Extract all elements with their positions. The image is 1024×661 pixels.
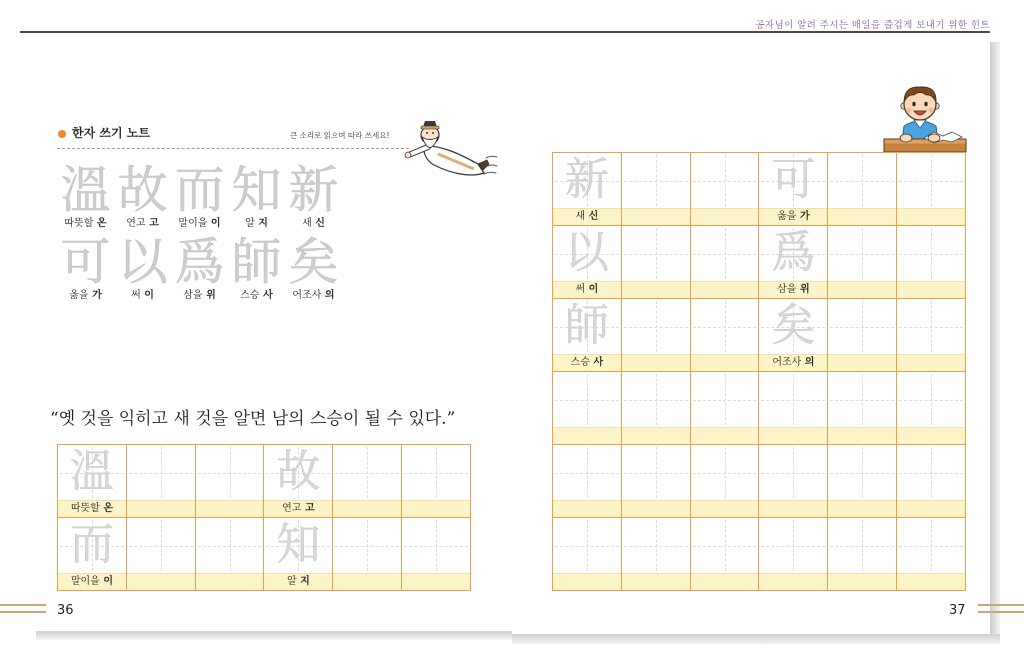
practice-cell — [691, 299, 760, 372]
practice-row — [553, 518, 966, 591]
reading-label-band — [828, 427, 896, 444]
reading-label-band — [402, 500, 470, 517]
phrase-char — [114, 235, 171, 307]
reading-meaning: 써 — [575, 284, 586, 295]
phrase-block — [57, 163, 342, 307]
phrase-char — [171, 163, 228, 235]
reading-sound: 이 — [144, 290, 154, 301]
phrase-char — [228, 163, 285, 235]
reading-label-band — [691, 281, 759, 298]
reading-sound: 온 — [96, 218, 107, 229]
phrase-hanja: 知 — [231, 161, 282, 219]
reading-meaning: 옳을 — [69, 290, 89, 301]
phrase-reading — [114, 217, 171, 231]
writing-area — [264, 518, 332, 573]
reading-sound: 온 — [103, 503, 113, 514]
reading-label-band — [127, 573, 195, 590]
reading-sound: 사 — [263, 290, 273, 301]
trace-hanja: 師 — [564, 300, 609, 351]
reading-label-band — [759, 281, 827, 298]
practice-cell — [828, 445, 897, 518]
reading-sound: 가 — [92, 290, 102, 301]
sage-head — [421, 121, 439, 148]
writing-area — [691, 372, 759, 427]
reading-label-band — [759, 208, 827, 225]
writing-area — [897, 299, 965, 354]
reading-label-band — [553, 573, 621, 590]
practice-cell — [897, 299, 966, 372]
phrase-reading — [228, 217, 285, 231]
reading-meaning: 말이을 — [70, 576, 100, 587]
reading-label-band — [333, 573, 401, 590]
writing-area — [828, 153, 896, 208]
reading-label-band — [828, 500, 896, 517]
practice-cell — [58, 445, 127, 518]
boy-head — [901, 87, 939, 120]
reading-label-band — [264, 573, 332, 590]
writing-area — [402, 518, 470, 573]
practice-row — [553, 153, 966, 226]
reading-meaning: 따뜻할 — [64, 218, 94, 229]
practice-row — [553, 445, 966, 518]
reading-label-band — [127, 500, 195, 517]
practice-grid-right — [552, 152, 966, 591]
writing-area — [622, 299, 690, 354]
trace-hanja: 可 — [771, 154, 816, 205]
writing-area — [691, 518, 759, 573]
writing-area — [196, 518, 264, 573]
phrase-reading — [285, 289, 342, 303]
reading-meaning: 어조사 — [292, 290, 322, 301]
reading-label-band — [691, 208, 759, 225]
reading-label-band — [828, 208, 896, 225]
practice-cell — [691, 372, 760, 445]
writing-area — [759, 299, 827, 354]
reading-label-band — [622, 573, 690, 590]
writing-area — [828, 299, 896, 354]
reading-meaning: 스승 — [240, 290, 260, 301]
reading-meaning: 알 — [286, 576, 297, 587]
page-number-ornament — [978, 604, 1024, 606]
title-divider — [57, 148, 409, 149]
page-number-ornament — [0, 611, 46, 613]
practice-cell — [622, 153, 691, 226]
phrase-reading — [57, 289, 114, 303]
writing-area — [759, 372, 827, 427]
page-number: 37 — [949, 603, 966, 618]
practice-cell — [127, 518, 196, 591]
writing-area — [622, 153, 690, 208]
phrase-row — [57, 235, 342, 307]
page-number: 36 — [57, 603, 74, 618]
reading-label-band — [196, 573, 264, 590]
writing-area — [828, 226, 896, 281]
phrase-char — [57, 235, 114, 307]
writing-area — [759, 445, 827, 500]
writing-area — [553, 372, 621, 427]
writing-area — [553, 226, 621, 281]
practice-cell — [828, 299, 897, 372]
practice-row — [553, 226, 966, 299]
running-title: 공자님이 알려 주시는 매일을 즐겁게 보내기 위한 힌트 — [755, 20, 990, 31]
practice-cell — [691, 226, 760, 299]
practice-cell — [759, 445, 828, 518]
writing-area — [828, 372, 896, 427]
confucius-illustration — [400, 116, 500, 190]
read-aloud-note: 큰 소리로 읽으며 따라 쓰세요! — [290, 131, 390, 140]
reading-label-band — [691, 354, 759, 371]
reading-label-band — [553, 208, 621, 225]
writing-area — [553, 153, 621, 208]
reading-sound: 고 — [149, 218, 159, 229]
practice-cell — [897, 445, 966, 518]
phrase-row — [57, 163, 342, 235]
practice-cell — [402, 445, 471, 518]
writing-area — [897, 153, 965, 208]
writing-area — [897, 445, 965, 500]
practice-cell — [264, 445, 333, 518]
writing-area — [897, 226, 965, 281]
practice-cell — [759, 153, 828, 226]
writing-area — [333, 445, 401, 500]
reading-label-band — [828, 281, 896, 298]
reading-sound: 이 — [103, 576, 113, 587]
reading-sound: 의 — [324, 290, 335, 301]
practice-cell — [333, 445, 402, 518]
practice-cell — [622, 518, 691, 591]
practice-cell — [828, 226, 897, 299]
practice-cell — [622, 445, 691, 518]
reading-label-band — [553, 500, 621, 517]
quote: “옛 것을 익히고 새 것을 알면 남의 스승이 될 수 있다.” — [50, 409, 456, 429]
page-number-ornament — [0, 604, 46, 606]
reading-label-band — [897, 281, 965, 298]
right-page — [512, 0, 1024, 661]
phrase-hanja: 新 — [288, 161, 339, 219]
practice-row — [553, 299, 966, 372]
writing-area — [333, 518, 401, 573]
reading-label-band — [897, 354, 965, 371]
reading-label-band — [402, 573, 470, 590]
writing-area — [553, 518, 621, 573]
page-number-ornament — [978, 611, 1024, 613]
reading-sound: 사 — [593, 357, 604, 368]
reading-meaning: 알 — [245, 218, 255, 229]
writing-area — [622, 518, 690, 573]
phrase-hanja: 以 — [117, 233, 168, 291]
trace-hanja: 新 — [564, 154, 609, 205]
practice-cell — [264, 518, 333, 591]
practice-cell — [897, 226, 966, 299]
reading-label-band — [759, 500, 827, 517]
reading-label-band — [264, 500, 332, 517]
reading-meaning: 어조사 — [772, 357, 802, 368]
writing-area — [553, 299, 621, 354]
boy-at-desk-illustration — [882, 82, 968, 154]
practice-cell — [691, 153, 760, 226]
reading-label-band — [828, 573, 896, 590]
practice-cell — [58, 518, 127, 591]
practice-cell — [622, 372, 691, 445]
writing-area — [622, 226, 690, 281]
practice-cell — [691, 445, 760, 518]
reading-meaning: 연고 — [126, 218, 146, 229]
practice-cell — [828, 518, 897, 591]
writing-area — [828, 518, 896, 573]
reading-sound: 지 — [258, 218, 268, 229]
reading-label-band — [622, 208, 690, 225]
practice-cell — [622, 299, 691, 372]
writing-area — [402, 445, 470, 500]
reading-label-band — [553, 427, 621, 444]
reading-label-band — [58, 500, 126, 517]
phrase-hanja: 可 — [60, 233, 111, 291]
reading-label-band — [553, 354, 621, 371]
robe — [424, 146, 489, 175]
trace-hanja: 溫 — [69, 446, 114, 497]
phrase-reading — [285, 217, 342, 231]
writing-area — [127, 445, 195, 500]
reading-sound: 위 — [799, 284, 810, 295]
reading-sound: 이 — [588, 284, 599, 295]
reading-label-band — [828, 354, 896, 371]
practice-cell — [759, 226, 828, 299]
practice-row — [58, 518, 471, 591]
reading-label-band — [553, 281, 621, 298]
reading-label-band — [622, 427, 690, 444]
practice-row — [58, 445, 471, 518]
reading-meaning: 말이을 — [178, 218, 208, 229]
reading-sound: 신 — [315, 218, 325, 229]
phrase-hanja: 爲 — [174, 233, 225, 291]
practice-cell — [759, 518, 828, 591]
writing-area — [828, 445, 896, 500]
reading-label-band — [622, 354, 690, 371]
writing-area — [58, 518, 126, 573]
phrase-char — [285, 235, 342, 307]
writing-area — [196, 445, 264, 500]
trace-hanja: 以 — [564, 227, 609, 278]
reading-sound: 의 — [804, 357, 815, 368]
reading-label-band — [691, 573, 759, 590]
reading-sound: 이 — [210, 218, 221, 229]
writing-area — [553, 445, 621, 500]
writing-area — [622, 372, 690, 427]
phrase-reading — [171, 289, 228, 303]
reading-label-band — [759, 573, 827, 590]
phrase-char — [114, 163, 171, 235]
reading-label-band — [759, 427, 827, 444]
writing-area — [691, 153, 759, 208]
phrase-char — [171, 235, 228, 307]
reading-meaning: 삼을 — [183, 290, 203, 301]
practice-cell — [897, 153, 966, 226]
reading-label-band — [196, 500, 264, 517]
practice-cell — [622, 226, 691, 299]
practice-cell — [553, 372, 622, 445]
phrase-hanja: 矣 — [288, 233, 339, 291]
reading-meaning: 옳을 — [777, 211, 797, 222]
writing-area — [897, 372, 965, 427]
practice-row — [553, 372, 966, 445]
reading-meaning: 삼을 — [777, 284, 797, 295]
reading-label-band — [622, 500, 690, 517]
practice-cell — [333, 518, 402, 591]
reading-label-band — [333, 500, 401, 517]
reading-sound: 위 — [206, 290, 216, 301]
reading-sound: 고 — [304, 503, 315, 514]
practice-cell — [828, 153, 897, 226]
practice-cell — [759, 372, 828, 445]
writing-area — [759, 226, 827, 281]
reading-meaning: 새 — [575, 211, 586, 222]
reading-label-band — [897, 500, 965, 517]
reading-sound: 지 — [300, 576, 310, 587]
reading-label-band — [691, 500, 759, 517]
phrase-reading — [171, 217, 228, 231]
writing-area — [58, 445, 126, 500]
reading-meaning: 따뜻할 — [70, 503, 100, 514]
orange-dot-icon — [58, 130, 66, 138]
reading-label-band — [691, 427, 759, 444]
phrase-hanja: 故 — [117, 161, 168, 219]
practice-cell — [897, 518, 966, 591]
phrase-hanja: 溫 — [60, 161, 111, 219]
writing-area — [691, 299, 759, 354]
writing-area — [127, 518, 195, 573]
reading-meaning: 스승 — [570, 357, 590, 368]
practice-cell — [196, 518, 265, 591]
practice-cell — [196, 445, 265, 518]
writing-area — [759, 153, 827, 208]
reading-label-band — [622, 281, 690, 298]
trace-hanja: 知 — [276, 519, 321, 570]
writing-area — [691, 445, 759, 500]
trace-hanja: 爲 — [771, 227, 816, 278]
reading-meaning: 써 — [131, 290, 141, 301]
practice-cell — [553, 445, 622, 518]
writing-area — [897, 518, 965, 573]
reading-label-band — [897, 573, 965, 590]
practice-cell — [127, 445, 196, 518]
reading-meaning: 연고 — [282, 503, 302, 514]
trace-hanja: 而 — [69, 519, 114, 570]
phrase-hanja: 師 — [231, 233, 282, 291]
practice-cell — [691, 518, 760, 591]
section-title: 한자 쓰기 노트 — [72, 126, 150, 140]
reading-label-band — [897, 208, 965, 225]
practice-grid-left — [57, 444, 471, 591]
phrase-char — [285, 163, 342, 235]
reading-sound: 가 — [799, 211, 810, 222]
writing-area — [691, 226, 759, 281]
phrase-reading — [114, 289, 171, 303]
practice-cell — [828, 372, 897, 445]
practice-cell — [553, 153, 622, 226]
practice-cell — [553, 299, 622, 372]
trace-hanja: 矣 — [771, 300, 816, 351]
reading-label-band — [897, 427, 965, 444]
practice-cell — [553, 518, 622, 591]
phrase-hanja: 而 — [174, 161, 225, 219]
phrase-char — [57, 163, 114, 235]
writing-area — [264, 445, 332, 500]
practice-cell — [402, 518, 471, 591]
writing-area — [759, 518, 827, 573]
phrase-reading — [228, 289, 285, 303]
reading-meaning: 새 — [302, 218, 312, 229]
reading-label-band — [58, 573, 126, 590]
reading-sound: 신 — [588, 211, 599, 222]
writing-area — [622, 445, 690, 500]
reading-label-band — [759, 354, 827, 371]
phrase-char — [228, 235, 285, 307]
trace-hanja: 故 — [276, 446, 321, 497]
phrase-reading — [57, 217, 114, 231]
practice-cell — [553, 226, 622, 299]
practice-cell — [897, 372, 966, 445]
practice-cell — [759, 299, 828, 372]
